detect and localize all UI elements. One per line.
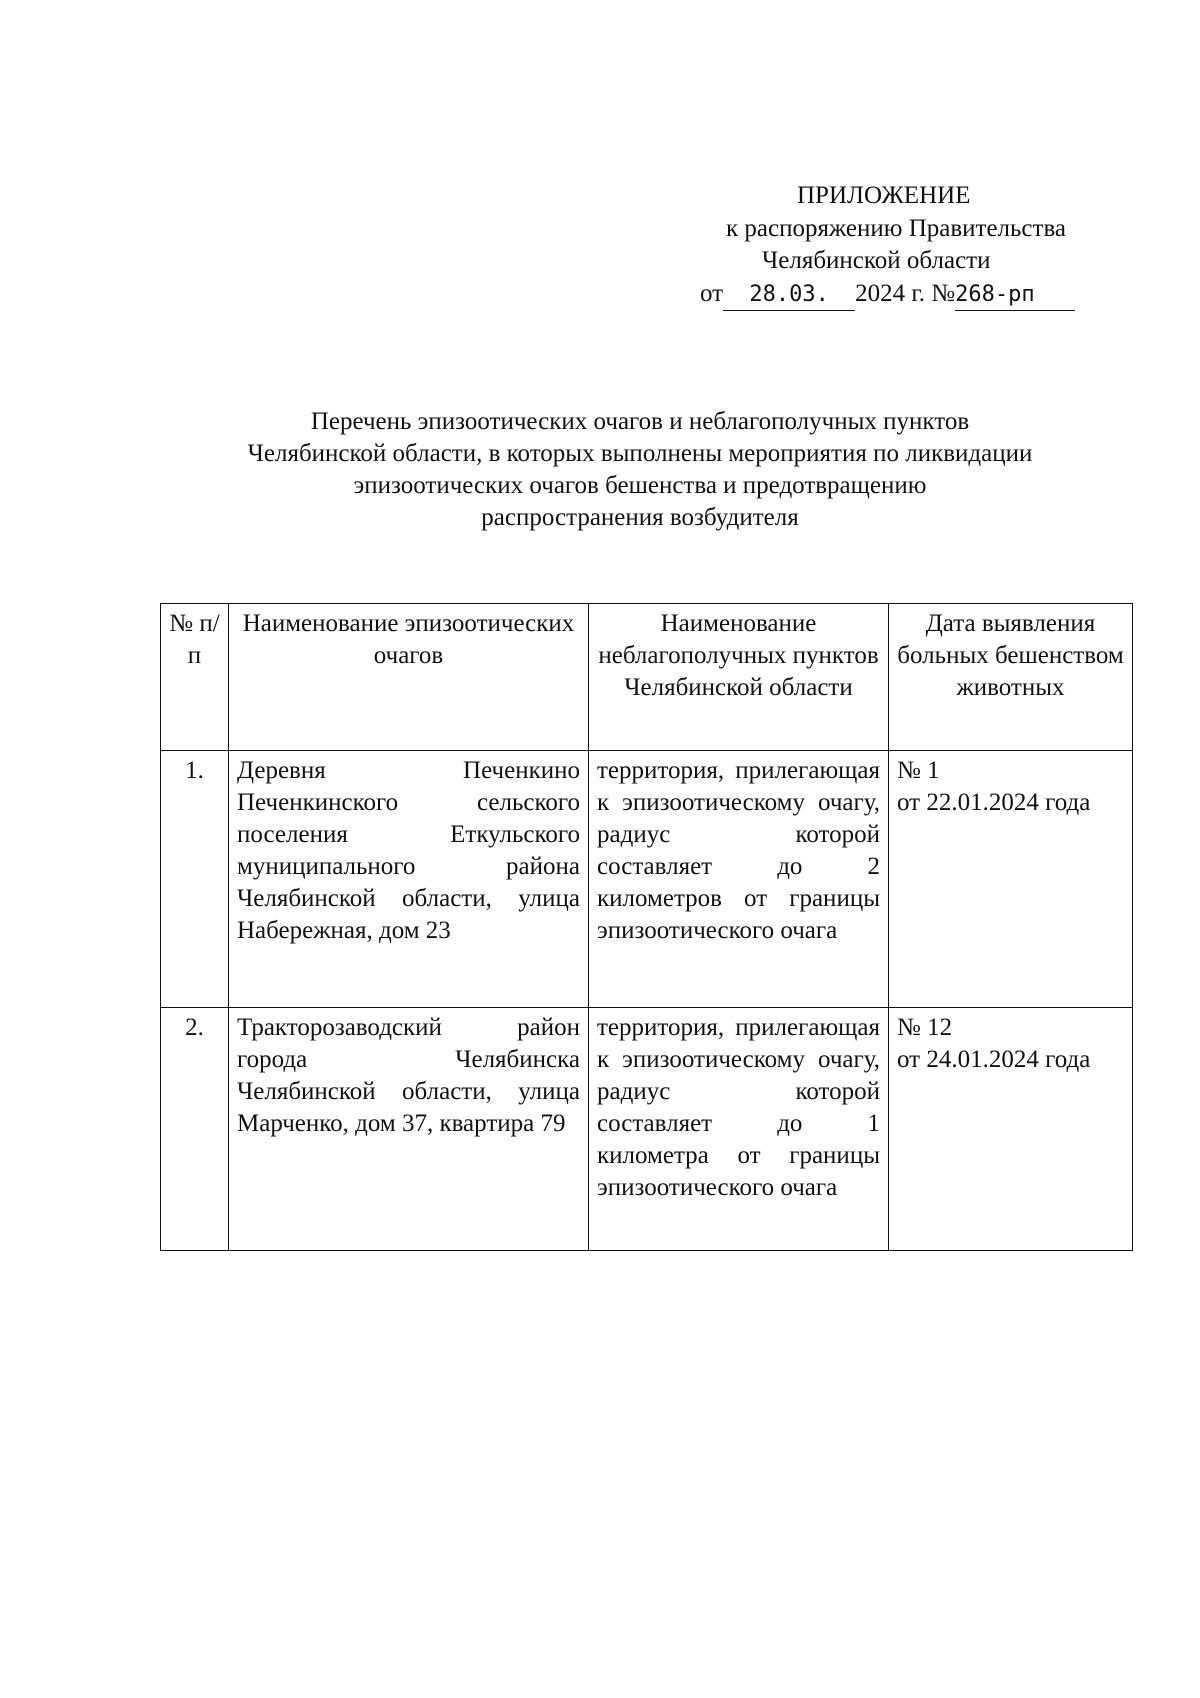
- appendix-from-label: от: [700, 280, 724, 307]
- row-focus: Деревня Печенкино Печенкинского сельского поселения Еткульского муниципального района Челябинской области, улица Набережная, дом 23: [229, 751, 589, 1008]
- document-title: [160, 406, 1120, 534]
- document-title-line: Перечень эпизоотических очагов и неблагополучных пунктов: [310, 408, 970, 435]
- row-number: 1.: [161, 751, 229, 1008]
- row-date-text: от 22.01.2024 года: [897, 789, 1091, 816]
- document-title-line: Челябинской области, в которых выполнены мероприятия по ликвидации: [247, 440, 1033, 467]
- appendix-year-label: 2024 г. №: [855, 280, 956, 307]
- row-number: 2.: [161, 1008, 229, 1251]
- appendix-date-number-line: [700, 278, 1075, 311]
- document-title-line: эпизоотических очагов бешенства и предотвращению: [353, 472, 927, 499]
- header-detection-date: Дата выявления больных бешенством животных: [889, 604, 1133, 751]
- row-date-number: № 1: [897, 757, 940, 784]
- appendix-region-line: Челябинской области: [762, 247, 991, 274]
- appendix-order-line: к распоряжению Правительства: [726, 215, 1067, 242]
- header-focus-name: Наименование эпизоотических очагов: [229, 604, 589, 751]
- document-title-line: распространения возбудителя: [481, 504, 799, 531]
- row-date: [889, 1008, 1133, 1251]
- appendix-title: ПРИЛОЖЕНИЕ: [797, 182, 971, 209]
- foci-table: [160, 603, 1133, 1251]
- row-focus: Тракторозаводский район города Челябинска Челябинской области, улица Марченко, дом 37, квартира 79: [229, 1008, 589, 1251]
- table-row: [161, 751, 1133, 1008]
- header-number: № п/п: [161, 604, 229, 751]
- row-territory: территория, прилегающая к эпизоотическому очагу, радиус которой составляет до 2 километров от границы эпизоотического очага: [589, 751, 889, 1008]
- appendix-number-value: 268-рп: [955, 280, 1075, 311]
- row-date-number: № 12: [897, 1014, 953, 1041]
- row-territory: территория, прилегающая к эпизоотическому очагу, радиус которой составляет до 1 километра от границы эпизоотического очага: [589, 1008, 889, 1251]
- table-row: [161, 1008, 1133, 1251]
- appendix-date-value: 28.03.: [723, 280, 855, 311]
- table-header-row: [161, 604, 1133, 751]
- row-date-text: от 24.01.2024 года: [897, 1046, 1091, 1073]
- row-date: [889, 751, 1133, 1008]
- header-territory-name: Наименование неблагополучных пунктов Челябинской области: [589, 604, 889, 751]
